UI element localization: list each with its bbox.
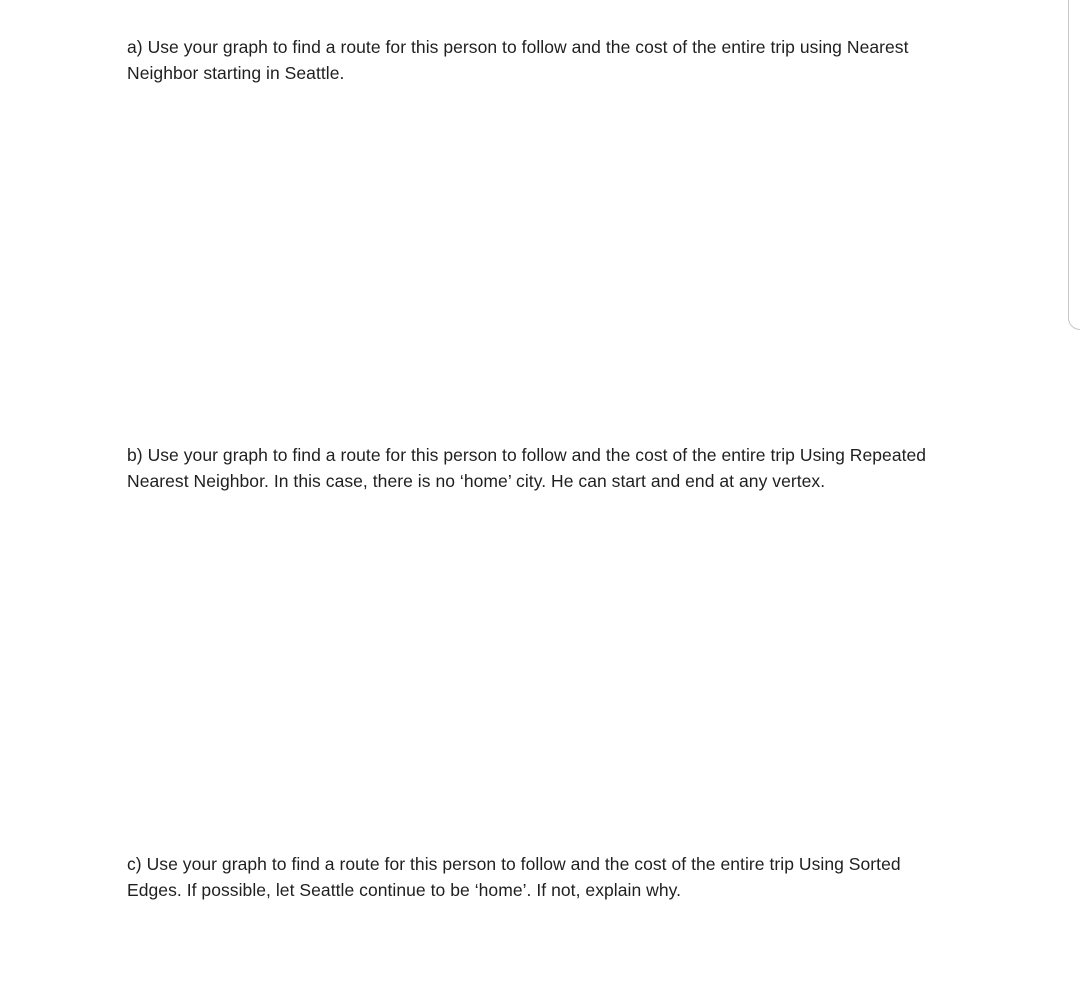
question-c bbox=[127, 851, 967, 903]
question-a-line-1: a) Use your graph to find a route for this person to follow and the cost of the entire trip using Nearest bbox=[127, 37, 909, 57]
question-b-line-2: Nearest Neighbor. In this case, there is no ‘home’ city. He can start and end at any vertex. bbox=[127, 471, 826, 491]
question-a-line-2: Neighbor starting in Seattle. bbox=[127, 63, 345, 83]
question-b bbox=[127, 442, 967, 494]
side-panel-edge[interactable] bbox=[1068, 0, 1080, 330]
question-c-line-2: Edges. If possible, let Seattle continue to be ‘home’. If not, explain why. bbox=[127, 880, 682, 900]
question-a bbox=[127, 34, 967, 86]
question-b-line-1: b) Use your graph to find a route for this person to follow and the cost of the entire trip Using Repeated bbox=[127, 445, 927, 465]
question-c-line-1: c) Use your graph to find a route for this person to follow and the cost of the entire trip Using Sorted bbox=[127, 854, 901, 874]
